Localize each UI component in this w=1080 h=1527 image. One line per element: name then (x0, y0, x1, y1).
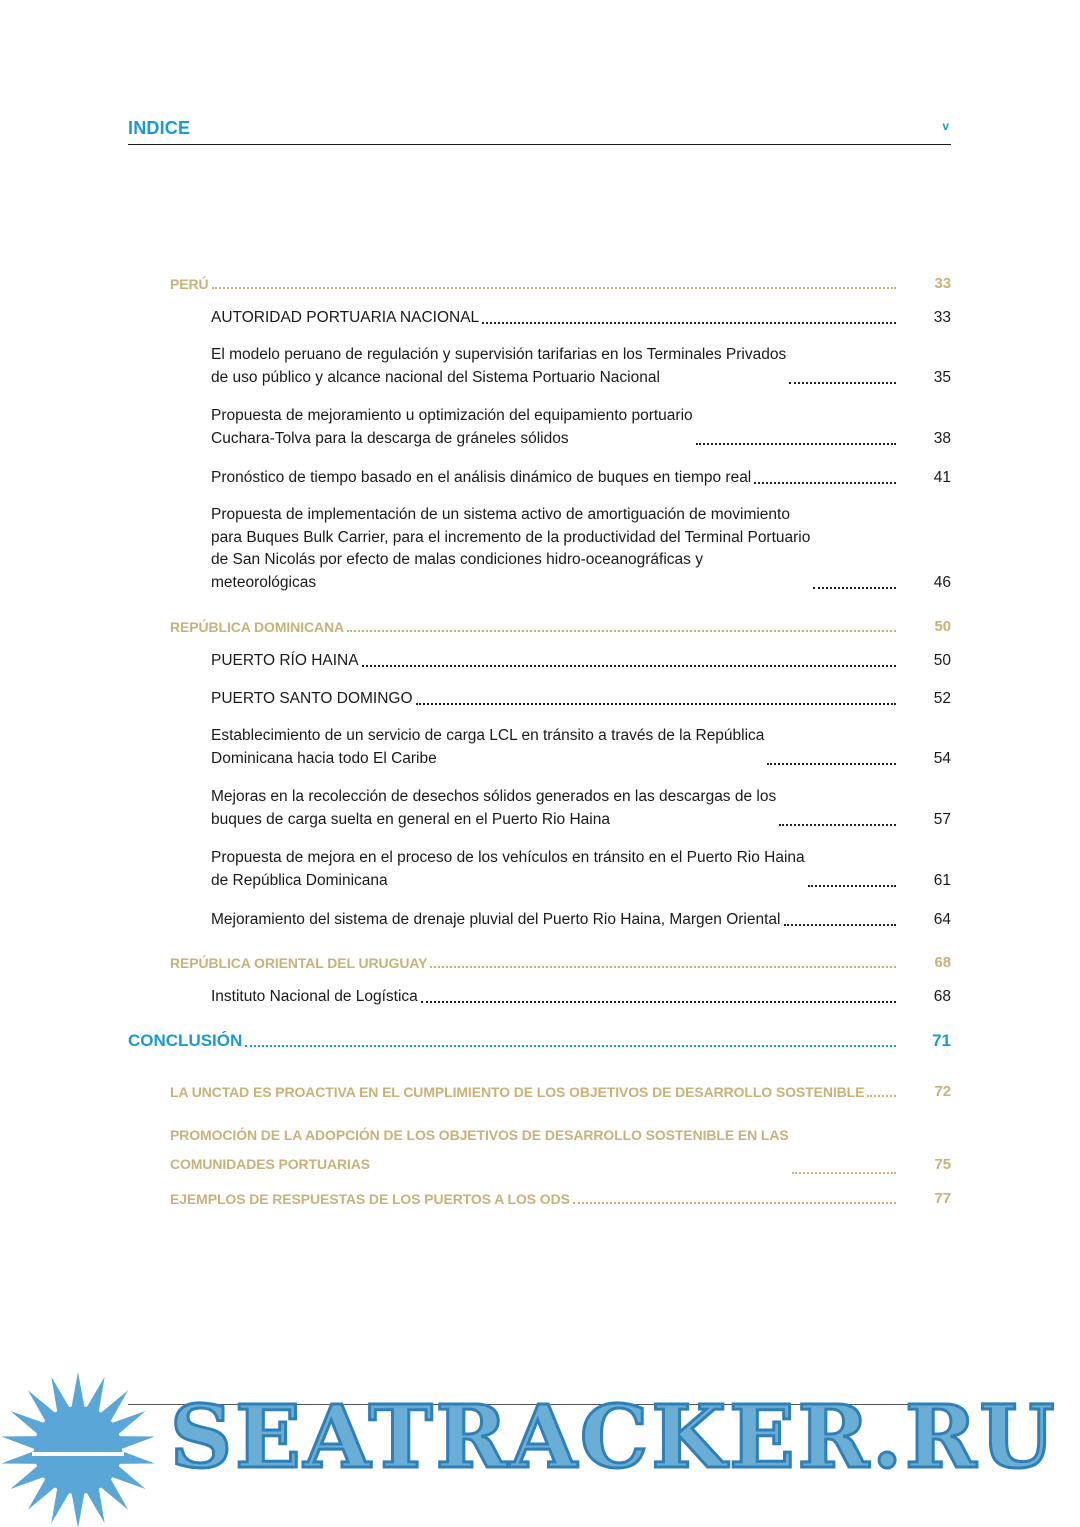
watermark-text: SEATRACKER.RU (170, 1387, 1058, 1488)
dot-leader (784, 923, 897, 926)
toc-subsection-label: COMUNIDADES PORTUARIAS (170, 1156, 371, 1172)
dot-leader (362, 664, 896, 667)
toc-subsection-label: LA UNCTAD ES PROACTIVA EN EL CUMPLIMIENTO DE LOS OBJETIVOS DE DESARROLLO SOSTENIBLE (170, 1084, 865, 1100)
dot-leader (430, 965, 896, 968)
dot-leader (696, 442, 896, 445)
dot-leader (245, 1044, 896, 1047)
toc-section-label: CONCLUSIÓN (128, 1031, 243, 1050)
toc-entry-line: Propuesta de implementación de un sistema activo de amortiguación de movimiento (211, 506, 790, 523)
toc-entry[interactable] (211, 306, 951, 329)
toc-page-number: 50 (933, 652, 951, 669)
page-number: v (942, 119, 949, 133)
toc-entry[interactable] (211, 649, 951, 672)
toc-entry[interactable] (211, 985, 951, 1008)
toc-entry-text: buques de carga suelta en general en el Puerto Rio Haina (211, 810, 610, 828)
toc-page-number: 77 (934, 1190, 951, 1207)
toc-subsection-line: PROMOCIÓN DE LA ADOPCIÓN DE LOS OBJETIVOS DE DESARROLLO SOSTENIBLE EN LAS (170, 1127, 789, 1143)
toc-page-number: 41 (933, 469, 951, 486)
toc-section-conclusion[interactable] (128, 1030, 951, 1052)
toc-page-number: 46 (933, 574, 951, 591)
toc-subsection-label: EJEMPLOS DE RESPUESTAS DE LOS PUERTOS A LOS ODS (170, 1191, 570, 1207)
dot-leader (867, 1094, 896, 1097)
toc-page-number: 71 (932, 1031, 951, 1050)
dot-leader (813, 586, 896, 589)
toc-country-label: REPÚBLICA DOMINICANA (170, 619, 345, 635)
toc-subsection[interactable] (170, 1189, 951, 1209)
toc-entry-line: Propuesta de mejora en el proceso de los vehículos en tránsito en el Puerto Rio Haina (211, 849, 805, 866)
toc-page-number: 52 (933, 690, 951, 707)
toc-page-number: 50 (934, 618, 951, 635)
toc-entry-text: meteorológicas (211, 573, 317, 591)
toc-entry[interactable] (211, 786, 951, 831)
toc-entry-text: Dominicana hacia todo El Caribe (211, 749, 437, 767)
toc-page-number: 35 (933, 369, 951, 386)
dot-leader (421, 1000, 896, 1003)
page-title: INDICE (128, 118, 191, 138)
toc-entry-text: Pronóstico de tiempo basado en el análisis dinámico de buques en tiempo real (211, 469, 752, 486)
toc-page-number: 61 (933, 872, 951, 889)
toc-entry-text: Instituto Nacional de Logística (211, 988, 418, 1005)
toc-entry-text: de República Dominicana (211, 871, 388, 889)
toc-entry[interactable] (211, 405, 951, 450)
dot-leader (792, 1171, 896, 1174)
toc-country-peru[interactable] (170, 274, 951, 294)
toc-entry[interactable] (211, 725, 951, 770)
toc-page-number: 33 (934, 275, 951, 292)
toc-entry[interactable] (211, 687, 951, 710)
toc-entry[interactable] (211, 504, 951, 594)
toc-page-number: 72 (934, 1083, 951, 1100)
toc-entry-line: para Buques Bulk Carrier, para el incremento de la productividad del Terminal Portuario (211, 528, 811, 546)
toc-entry-text: PUERTO RÍO HAINA (211, 652, 359, 669)
dot-leader (347, 629, 896, 632)
dot-leader (779, 823, 896, 826)
toc-entry-line: Mejoras en la recolección de desechos sólidos generados en las descargas de los (211, 788, 777, 805)
toc-entry[interactable] (211, 908, 951, 931)
dot-leader (808, 884, 896, 887)
toc-entry[interactable] (211, 847, 951, 892)
toc-page-number: 75 (934, 1156, 951, 1173)
dot-leader (767, 762, 896, 765)
toc-entry-text: Cuchara-Tolva para la descarga de gráneles sólidos (211, 429, 569, 447)
dot-leader (416, 702, 896, 705)
toc-entry-line: El modelo peruano de regulación y supervisión tarifarias en los Terminales Privados (211, 346, 787, 363)
dot-leader (789, 381, 896, 384)
toc-entry-text: de uso público y alcance nacional del Sistema Portuario Nacional (211, 368, 660, 386)
toc-entry[interactable] (211, 344, 951, 389)
toc-page-number: 38 (933, 430, 951, 447)
dot-leader (754, 481, 896, 484)
toc-entry-line: Propuesta de mejoramiento u optimización del equipamiento portuario (211, 407, 693, 424)
toc-country-label: PERÚ (170, 276, 209, 292)
toc-page-number: 68 (934, 954, 951, 971)
toc-page-number: 68 (933, 988, 951, 1005)
toc-country-label: REPÚBLICA ORIENTAL DEL URUGUAY (170, 955, 428, 971)
toc-subsection[interactable] (170, 1121, 951, 1179)
toc-subsection[interactable] (170, 1082, 951, 1102)
toc-page-number: 57 (933, 811, 951, 828)
toc-page-number: 54 (933, 750, 951, 767)
toc-country-uruguay[interactable] (170, 953, 951, 973)
dot-leader (212, 286, 897, 289)
toc-entry-line: de San Nicolás por efecto de malas condiciones hidro-oceanográficas y (211, 551, 703, 568)
toc-entry-text: PUERTO SANTO DOMINGO (211, 690, 413, 707)
toc-country-dominicana[interactable] (170, 617, 951, 637)
toc-page-number: 33 (933, 309, 951, 326)
dot-leader (482, 321, 896, 324)
page-header (128, 118, 951, 145)
dot-leader (573, 1201, 896, 1204)
toc-entry-text: Mejoramiento del sistema de drenaje pluvial del Puerto Rio Haina, Margen Oriental (211, 911, 781, 928)
toc-page-number: 64 (933, 911, 951, 928)
toc-entry[interactable] (211, 466, 951, 489)
toc-entry-line: Establecimiento de un servicio de carga LCL en tránsito a través de la República (211, 727, 765, 744)
toc-entry-text: AUTORIDAD PORTUARIA NACIONAL (211, 309, 480, 326)
